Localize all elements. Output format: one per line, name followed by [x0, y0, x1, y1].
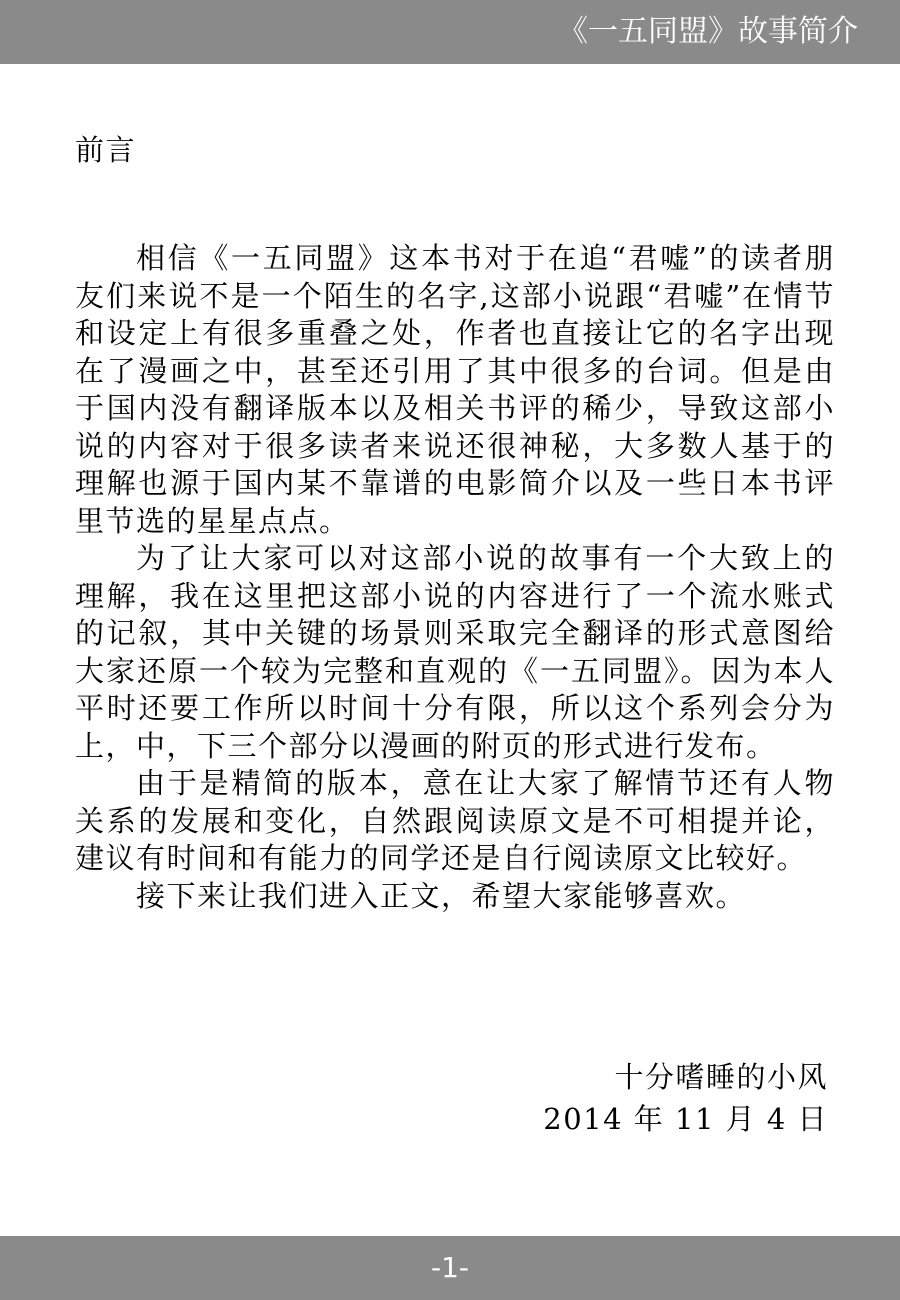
signature-date: 2014 年 11 月 4 日 [543, 1102, 828, 1136]
footer-bar [0, 1236, 900, 1300]
paragraph-3: 由于是精简的版本，意在让大家了解情节还有人物关系的发展和变化，自然跟阅读原文是不可相提并论，建议有时间和有能力的同学还是自行阅读原文比较好。 [75, 766, 835, 875]
section-heading: 前言 [75, 133, 137, 167]
paragraph-1: 相信《一五同盟》这本书对于在追“君嘘”的读者朋友们来说不是一个陌生的名字,这部小说跟“君嘘”在情节和设定上有很多重叠之处，作者也直接让它的名字出现在了漫画之中，甚至还引用了其中很多的台词。但是由于国内没有翻译版本以及相关书评的稀少，导致这部小说的内容对于很多读者来说还很神秘，大多数人基于的理解也源于国内某不靠谱的电影简介以及一些日本书评里节选的星星点点。 [75, 241, 835, 538]
signature-block [543, 1056, 828, 1140]
paragraph-4: 接下来让我们进入正文，希望大家能够喜欢。 [136, 878, 747, 913]
author-signature: 十分嗜睡的小风 [614, 1060, 828, 1094]
paragraph-2: 为了让大家可以对这部小说的故事有一个大致上的理解，我在这里把这部小说的内容进行了一个流水账式的记叙，其中关键的场景则采取完全翻译的形式意图给大家还原一个较为完整和直观的《一五同盟》。因为本人平时还要工作所以时间十分有限，所以这个系列会分为上，中，下三个部分以漫画的附页的形式进行发布。 [75, 541, 835, 763]
header-bar [0, 0, 900, 64]
document-body [75, 130, 835, 915]
page-number: -1- [430, 1251, 470, 1284]
document-title: 《一五同盟》故事简介 [558, 14, 858, 49]
